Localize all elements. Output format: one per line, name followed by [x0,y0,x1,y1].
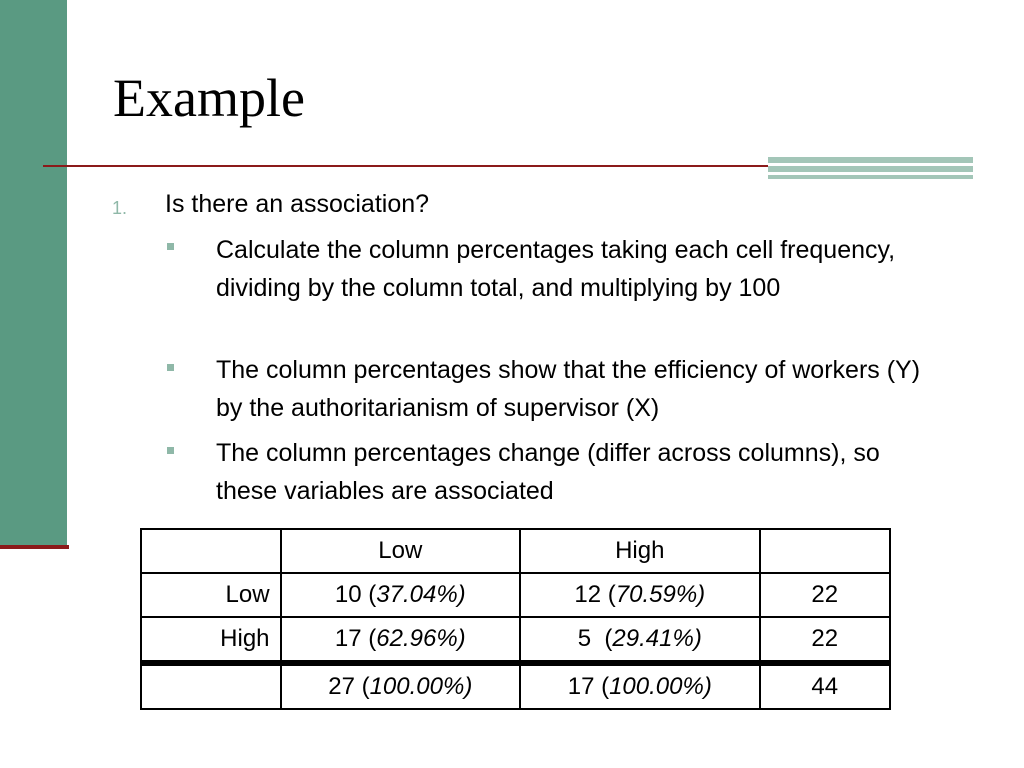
cell-count: 27 ( [328,673,370,700]
bullet-icon [167,364,174,371]
cell-percent: 100.00%) [609,673,712,700]
table-cell [520,663,760,709]
row-label: Low [141,573,281,617]
table-cell [281,573,521,617]
table-header-cell [760,529,890,573]
cell-count: 10 ( [334,581,377,608]
table-total-row [141,663,890,709]
cell-percent: 62.96%) [376,625,466,652]
bullet-text-3: The column percentages change (differ across columns), so these variables are associated [216,439,880,505]
title-rule-accent [768,157,973,179]
cell-count: 17 ( [567,673,610,700]
list-item-question: Is there an association? [165,190,430,218]
row-total: 22 [760,617,890,663]
table-header-cell [141,529,281,573]
cell-percent: 100.00%) [369,673,473,700]
sidebar-underline [0,545,69,549]
list-number: 1. [112,198,128,218]
bullet-text-2: The column percentages show that the efficiency of workers (Y) by the authoritarianism of supervisor (X) [216,356,921,422]
crosstab-table [140,528,891,710]
cell-percent: 29.41%) [612,625,702,652]
bullet-icon [167,447,174,454]
cell-count: 5 ( [577,625,613,652]
cell-percent: 70.59%) [615,581,706,608]
table-cell [520,617,760,663]
cell-percent: 37.04%) [376,581,466,608]
table-cell [281,663,521,709]
table-header-cell: Low [281,529,521,573]
table-row [141,617,890,663]
table-header-cell: High [520,529,760,573]
table-row [141,573,890,617]
row-label [141,663,281,709]
cell-count: 17 ( [334,625,377,652]
row-total: 22 [760,573,890,617]
table-header-row [141,529,890,573]
grand-total: 44 [760,663,890,709]
sidebar-decoration [0,0,67,545]
slide-title: Example [113,68,305,128]
bullet-text-1: Calculate the column percentages taking each cell frequency, dividing by the column total, and multiplying by 100 [216,236,896,302]
bullet-icon [167,243,174,250]
table-cell [520,573,760,617]
cell-count: 12 ( [574,581,616,608]
row-label: High [141,617,281,663]
table-cell [281,617,521,663]
